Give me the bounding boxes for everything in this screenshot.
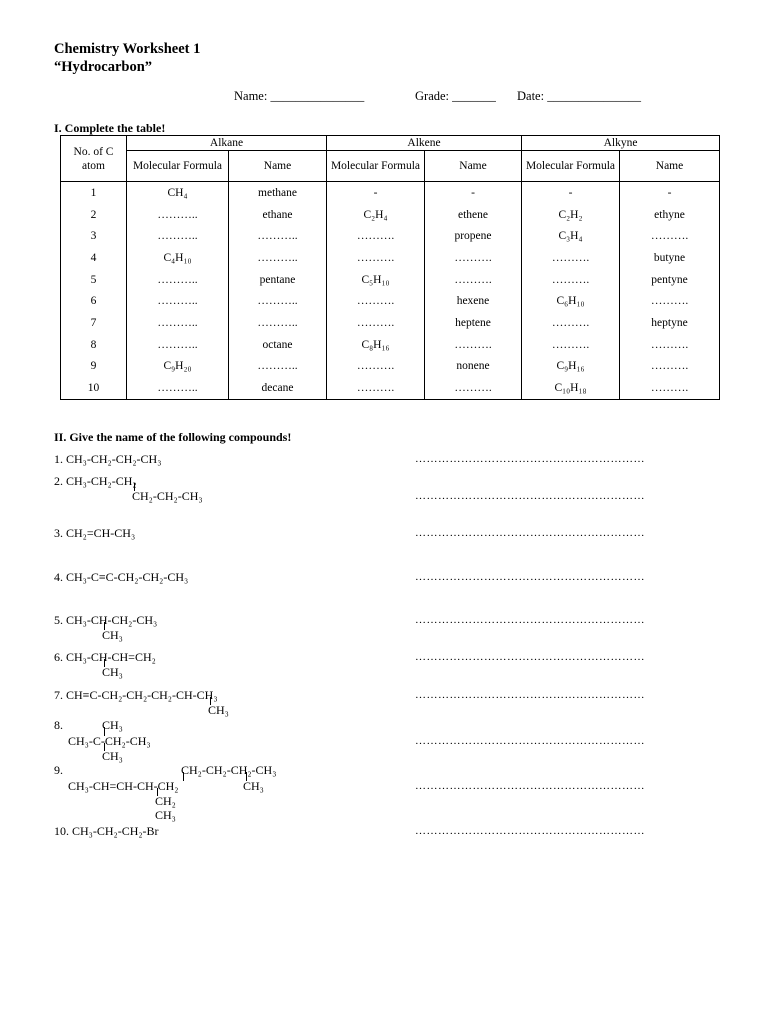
worksheet-title: Chemistry Worksheet 1 [54, 41, 201, 57]
cell-carbon-count: 2 [61, 204, 127, 226]
compound-8-line1: CH₃ [102, 718, 123, 732]
cell-alkane-name: ……….. [229, 225, 327, 247]
header-carbon-count: No. of C atom [61, 136, 127, 182]
compound-7-line1: 7. CH≡C-CH₂-CH₂-CH₂-CH-CH₃ [54, 688, 218, 702]
cell-alkyne-formula: C₃H₄ [522, 225, 620, 247]
cell-alkyne-name: ethyne [620, 204, 720, 226]
part1-heading: I. Complete the table! [54, 121, 166, 135]
worksheet-subtitle: “Hydrocarbon” [54, 59, 153, 75]
header-alkene-name: Name [425, 151, 522, 182]
answer-blank-5: …………………………………………………… [415, 614, 645, 626]
table-row [61, 247, 720, 269]
cell-alkane-name: decane [229, 377, 327, 399]
cell-alkene-name: ………. [425, 334, 522, 356]
cell-alkyne-name: - [620, 182, 720, 204]
compound-6-line2: CH₃ [102, 665, 123, 679]
cell-alkene-formula: ………. [327, 356, 425, 378]
cell-alkane-formula: ……….. [127, 334, 229, 356]
table-row [61, 204, 720, 226]
cell-alkene-formula: ………. [327, 312, 425, 334]
compound-9-number: 9. [54, 763, 63, 777]
cell-alkyne-name: heptyne [620, 312, 720, 334]
cell-alkyne-name: ………. [620, 225, 720, 247]
table-row [61, 269, 720, 291]
cell-alkane-name: ethane [229, 204, 327, 226]
compound-8-number: 8. [54, 718, 63, 732]
cell-alkyne-name: ………. [620, 334, 720, 356]
cell-alkene-formula: C₅H₁₀ [327, 269, 425, 291]
branch-bond [183, 772, 184, 781]
cell-alkane-formula: ……….. [127, 269, 229, 291]
part2-heading: II. Give the name of the following compounds! [54, 430, 292, 444]
cell-alkyne-name: ………. [620, 290, 720, 312]
header-alkane-formula: Molecular Formula [127, 151, 229, 182]
compound-6-line1: 6. CH₃-CH-CH=CH₂ [54, 650, 156, 664]
cell-alkene-name: ethene [425, 204, 522, 226]
cell-alkene-formula: C₂H₄ [327, 204, 425, 226]
cell-alkane-formula: ……….. [127, 225, 229, 247]
cell-alkyne-formula: C₆H₁₀ [522, 290, 620, 312]
table-row [61, 182, 720, 204]
cell-alkene-formula: - [327, 182, 425, 204]
cell-alkane-formula: ……….. [127, 312, 229, 334]
compound-10: 10. CH₃-CH₂-CH₂-Br [54, 824, 159, 838]
cell-alkane-name: ……….. [229, 356, 327, 378]
cell-alkane-name: ……….. [229, 312, 327, 334]
cell-alkane-name: pentane [229, 269, 327, 291]
cell-alkyne-formula: ………. [522, 247, 620, 269]
compound-9-line4: CH₃ [155, 808, 176, 822]
cell-alkene-formula: ………. [327, 290, 425, 312]
cell-alkane-name: octane [229, 334, 327, 356]
cell-carbon-count: 8 [61, 334, 127, 356]
cell-alkyne-name: pentyne [620, 269, 720, 291]
cell-alkyne-formula: C₉H₁₆ [522, 356, 620, 378]
cell-carbon-count: 6 [61, 290, 127, 312]
compound-8-line3: CH₃ [102, 749, 123, 763]
answer-blank-1: …………………………………………………… [415, 453, 645, 465]
compound-2-line2: CH₂-CH₂-CH₃ [132, 489, 203, 503]
table-row [61, 334, 720, 356]
cell-alkene-formula: ………. [327, 247, 425, 269]
table-row [61, 356, 720, 378]
answer-blank-7: …………………………………………………… [415, 689, 645, 701]
compound-9-methyl: CH₃ [243, 779, 264, 793]
name-field: Name: _______________ [234, 89, 365, 103]
compound-9-line1: CH₂-CH₂-CH₂-CH₃ [181, 763, 277, 777]
cell-alkyne-formula: C₁₀H₁₈ [522, 377, 620, 399]
date-field: Date: _______________ [517, 89, 641, 103]
header-alkyne-formula: Molecular Formula [522, 151, 620, 182]
cell-alkane-formula: ……….. [127, 204, 229, 226]
cell-alkane-formula: CH₄ [127, 182, 229, 204]
cell-carbon-count: 9 [61, 356, 127, 378]
cell-alkene-formula: ………. [327, 225, 425, 247]
compound-4: 4. CH₃-C≡C-CH₂-CH₂-CH₃ [54, 570, 189, 584]
cell-alkyne-formula: ………. [522, 269, 620, 291]
cell-alkene-name: hexene [425, 290, 522, 312]
answer-blank-4: …………………………………………………… [415, 571, 645, 583]
compound-5-line2: CH₃ [102, 628, 123, 642]
cell-alkene-name: - [425, 182, 522, 204]
cell-alkyne-formula: ………. [522, 312, 620, 334]
cell-alkene-name: propene [425, 225, 522, 247]
table-row [61, 225, 720, 247]
answer-blank-10: …………………………………………………… [415, 825, 645, 837]
compound-9-line3: CH₂ [155, 794, 176, 808]
header-alkene: Alkene [327, 136, 522, 151]
cell-alkene-name: nonene [425, 356, 522, 378]
header-alkene-formula: Molecular Formula [327, 151, 425, 182]
answer-blank-9: …………………………………………………… [415, 780, 645, 792]
compound-3: 3. CH₂=CH-CH₃ [54, 526, 136, 540]
cell-alkene-formula: ………. [327, 377, 425, 399]
answer-blank-2: …………………………………………………… [415, 490, 645, 502]
cell-alkyne-name: ………. [620, 377, 720, 399]
cell-alkane-name: methane [229, 182, 327, 204]
cell-carbon-count: 7 [61, 312, 127, 334]
cell-alkene-name: ………. [425, 247, 522, 269]
cell-alkane-formula: ……….. [127, 290, 229, 312]
compound-9-line2: CH₃-CH=CH-CH-CH₂ [68, 779, 179, 793]
cell-alkane-formula: C₉H₂₀ [127, 356, 229, 378]
cell-carbon-count: 5 [61, 269, 127, 291]
cell-carbon-count: 4 [61, 247, 127, 269]
header-alkane: Alkane [127, 136, 327, 151]
cell-alkane-name: ……….. [229, 290, 327, 312]
table-row [61, 290, 720, 312]
cell-alkene-name: heptene [425, 312, 522, 334]
compound-7-line2: CH₃ [208, 703, 229, 717]
answer-blank-3: …………………………………………………… [415, 527, 645, 539]
cell-carbon-count: 1 [61, 182, 127, 204]
cell-alkyne-name: butyne [620, 247, 720, 269]
table-row [61, 312, 720, 334]
compound-8-line2: CH₃-C-CH₂-CH₃ [68, 734, 151, 748]
cell-alkyne-formula: C₂H₂ [522, 204, 620, 226]
cell-alkyne-formula: ………. [522, 334, 620, 356]
compound-1: 1. CH₃-CH₂-CH₂-CH₃ [54, 452, 162, 466]
cell-alkane-name: ……….. [229, 247, 327, 269]
header-alkane-name: Name [229, 151, 327, 182]
cell-alkyne-formula: - [522, 182, 620, 204]
cell-carbon-count: 3 [61, 225, 127, 247]
table-row [61, 377, 720, 399]
answer-blank-6: …………………………………………………… [415, 651, 645, 663]
cell-alkyne-name: ………. [620, 356, 720, 378]
cell-alkene-name: ………. [425, 377, 522, 399]
cell-alkane-formula: C₄H₁₀ [127, 247, 229, 269]
header-alkyne-name: Name [620, 151, 720, 182]
compound-5-line1: 5. CH₃-CH-CH₂-CH₃ [54, 613, 158, 627]
answer-blank-8: …………………………………………………… [415, 735, 645, 747]
compound-2-line1: 2. CH₃-CH₂-CH₂ [54, 474, 137, 488]
cell-alkene-name: ………. [425, 269, 522, 291]
header-alkyne: Alkyne [522, 136, 720, 151]
cell-carbon-count: 10 [61, 377, 127, 399]
grade-field: Grade: _______ [415, 89, 496, 103]
cell-alkene-formula: C₈H₁₆ [327, 334, 425, 356]
cell-alkane-formula: ……….. [127, 377, 229, 399]
hydrocarbon-table [60, 135, 720, 400]
